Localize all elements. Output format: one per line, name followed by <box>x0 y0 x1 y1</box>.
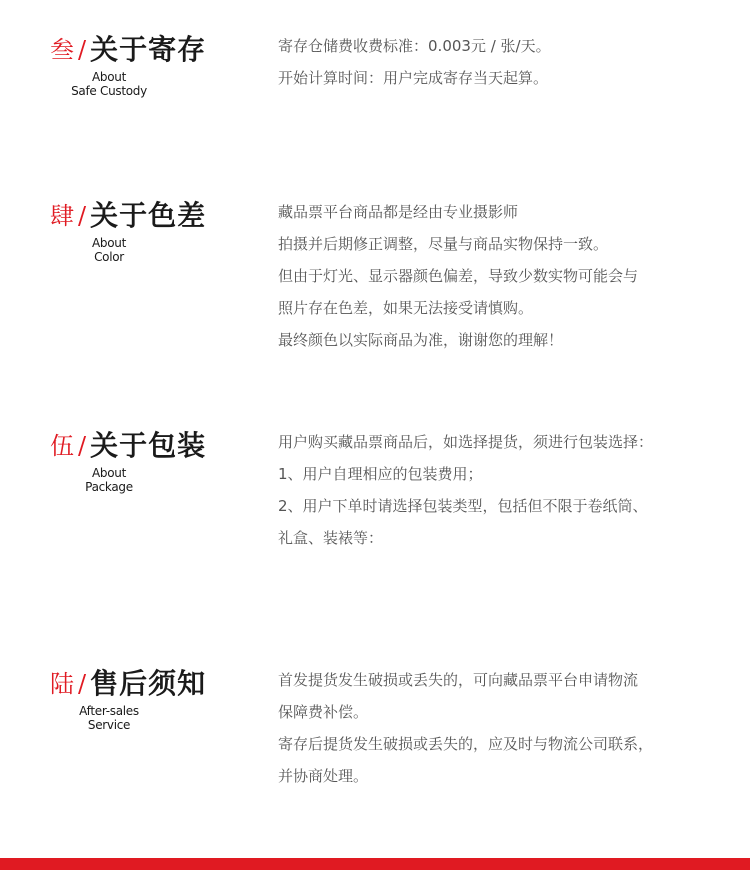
section-subtitle-line: About <box>92 466 126 480</box>
section-body <box>278 664 718 792</box>
section-numeral: 叁 <box>50 36 74 64</box>
section-subtitle-line: After-sales <box>79 704 139 718</box>
body-line: 寄存后提货发生破损或丢失的，应及时与物流公司联系， <box>278 735 654 753</box>
section-subtitle-line: Service <box>87 718 131 732</box>
body-line: 拍摄并后期修正调整，尽量与商品实物保持一致。 <box>278 235 609 253</box>
section-title: 关于色差 <box>90 199 207 232</box>
section-heading <box>50 30 250 70</box>
body-line: 开始计算时间：用户完成寄存当天起算。 <box>278 69 549 87</box>
section-title: 关于包装 <box>90 429 207 462</box>
section-slash: / <box>78 202 87 230</box>
section-subtitle-line: About <box>92 236 126 250</box>
footer-accent-bar <box>0 858 750 870</box>
section-numeral: 陆 <box>50 670 74 698</box>
section-subtitle-line: About <box>92 70 126 84</box>
body-line: 1、用户自理相应的包装费用； <box>278 465 483 483</box>
body-line: 礼盒、装裱等： <box>278 529 384 547</box>
body-line: 藏品票平台商品都是经由专业摄影师 <box>278 203 519 221</box>
section-title: 售后须知 <box>90 667 207 700</box>
section-body <box>278 426 718 554</box>
section-slash: / <box>78 36 87 64</box>
section-slash: / <box>78 432 87 460</box>
section-subtitle-line: Color <box>94 250 124 264</box>
body-line: 首发提货发生破损或丢失的，可向藏品票平台申请物流 <box>278 671 639 689</box>
body-line: 最终颜色以实际商品为准，谢谢您的理解！ <box>278 331 564 349</box>
section-numeral: 肆 <box>50 202 74 230</box>
section-heading <box>50 196 250 236</box>
section-slash: / <box>78 670 87 698</box>
section-subtitle <box>60 236 158 264</box>
section-subtitle-line: Package <box>85 480 133 494</box>
body-line: 寄存仓储费收费标准：0.003元 / 张/天。 <box>278 37 551 55</box>
section-subtitle <box>60 466 158 494</box>
section-body <box>278 196 718 356</box>
body-line: 用户购买藏品票商品后，如选择提货，须进行包装选择： <box>278 433 654 451</box>
section-subtitle <box>60 704 158 732</box>
section-title: 关于寄存 <box>90 33 207 66</box>
body-line: 2、用户下单时请选择包装类型，包括但不限于卷纸筒、 <box>278 497 648 515</box>
section-numeral: 伍 <box>50 432 74 460</box>
body-line: 保障费补偿。 <box>278 703 369 721</box>
body-line: 照片存在色差，如果无法接受请慎购。 <box>278 299 534 317</box>
section-body <box>278 30 718 94</box>
section-heading <box>50 664 250 704</box>
section-subtitle <box>60 70 158 98</box>
body-line: 并协商处理。 <box>278 767 369 785</box>
section-subtitle-line: Safe Custody <box>71 84 147 98</box>
body-line: 但由于灯光、显示器颜色偏差，导致少数实物可能会与 <box>278 267 639 285</box>
section-heading <box>50 426 250 466</box>
